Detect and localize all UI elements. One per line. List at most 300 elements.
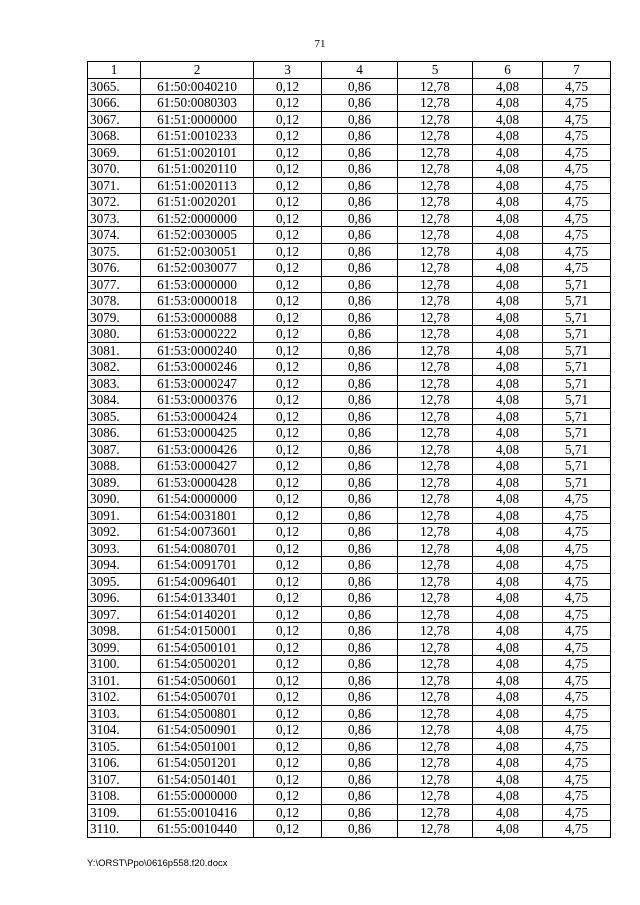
row-number-cell: 3065.	[88, 78, 141, 95]
value-cell: 0,86	[322, 309, 398, 326]
row-number-cell: 3107.	[88, 771, 141, 788]
row-number-cell: 3085.	[88, 408, 141, 425]
value-cell: 0,86	[322, 639, 398, 656]
table-row	[88, 161, 611, 178]
table-row	[88, 243, 611, 260]
value-cell: 12,78	[398, 474, 473, 491]
table-row	[88, 656, 611, 673]
value-cell: 4,75	[543, 128, 611, 145]
value-cell: 4,08	[473, 227, 543, 244]
table-row	[88, 689, 611, 706]
row-number-cell: 3092.	[88, 524, 141, 541]
value-cell: 12,78	[398, 227, 473, 244]
value-cell: 4,75	[543, 705, 611, 722]
row-number-cell: 3073.	[88, 210, 141, 227]
value-cell: 4,75	[543, 540, 611, 557]
value-cell: 4,08	[473, 722, 543, 739]
cadastral-number-cell: 61:54:0500901	[141, 722, 254, 739]
value-cell: 0,12	[254, 243, 322, 260]
cadastral-number-cell: 61:51:0020201	[141, 194, 254, 211]
value-cell: 0,86	[322, 689, 398, 706]
value-cell: 0,12	[254, 540, 322, 557]
table-row	[88, 78, 611, 95]
table-row	[88, 507, 611, 524]
row-number-cell: 3110.	[88, 821, 141, 838]
cadastral-number-cell: 61:54:0500701	[141, 689, 254, 706]
value-cell: 4,75	[543, 672, 611, 689]
value-cell: 0,12	[254, 590, 322, 607]
value-cell: 12,78	[398, 722, 473, 739]
value-cell: 0,86	[322, 755, 398, 772]
data-table	[87, 61, 611, 838]
cadastral-number-cell: 61:54:0500101	[141, 639, 254, 656]
cadastral-number-cell: 61:51:0020110	[141, 161, 254, 178]
value-cell: 0,86	[322, 458, 398, 475]
row-number-cell: 3067.	[88, 111, 141, 128]
value-cell: 0,12	[254, 128, 322, 145]
value-cell: 4,75	[543, 78, 611, 95]
table-row	[88, 227, 611, 244]
value-cell: 4,75	[543, 656, 611, 673]
value-cell: 5,71	[543, 293, 611, 310]
value-cell: 5,71	[543, 326, 611, 343]
row-number-cell: 3108.	[88, 788, 141, 805]
cadastral-number-cell: 61:55:0010440	[141, 821, 254, 838]
value-cell: 0,12	[254, 705, 322, 722]
value-cell: 4,75	[543, 821, 611, 838]
table-row	[88, 557, 611, 574]
value-cell: 0,86	[322, 359, 398, 376]
value-cell: 4,08	[473, 408, 543, 425]
value-cell: 4,08	[473, 392, 543, 409]
row-number-cell: 3078.	[88, 293, 141, 310]
value-cell: 4,75	[543, 194, 611, 211]
value-cell: 0,12	[254, 821, 322, 838]
row-number-cell: 3082.	[88, 359, 141, 376]
cadastral-number-cell: 61:51:0020113	[141, 177, 254, 194]
value-cell: 12,78	[398, 788, 473, 805]
value-cell: 0,86	[322, 144, 398, 161]
table-row	[88, 392, 611, 409]
value-cell: 0,12	[254, 639, 322, 656]
value-cell: 12,78	[398, 326, 473, 343]
value-cell: 0,12	[254, 672, 322, 689]
value-cell: 0,12	[254, 491, 322, 508]
value-cell: 4,75	[543, 573, 611, 590]
table-row	[88, 738, 611, 755]
value-cell: 0,86	[322, 194, 398, 211]
cadastral-number-cell: 61:54:0500601	[141, 672, 254, 689]
row-number-cell: 3100.	[88, 656, 141, 673]
value-cell: 0,12	[254, 606, 322, 623]
cadastral-number-cell: 61:54:0133401	[141, 590, 254, 607]
row-number-cell: 3105.	[88, 738, 141, 755]
value-cell: 12,78	[398, 342, 473, 359]
value-cell: 0,86	[322, 524, 398, 541]
value-cell: 12,78	[398, 557, 473, 574]
value-cell: 0,86	[322, 474, 398, 491]
value-cell: 5,71	[543, 408, 611, 425]
value-cell: 4,08	[473, 804, 543, 821]
value-cell: 0,12	[254, 293, 322, 310]
table-row	[88, 276, 611, 293]
value-cell: 0,12	[254, 95, 322, 112]
value-cell: 4,75	[543, 606, 611, 623]
table-row	[88, 788, 611, 805]
value-cell: 4,08	[473, 144, 543, 161]
row-number-cell: 3087.	[88, 441, 141, 458]
value-cell: 12,78	[398, 738, 473, 755]
table-row	[88, 474, 611, 491]
cadastral-number-cell: 61:54:0501201	[141, 755, 254, 772]
row-number-cell: 3096.	[88, 590, 141, 607]
value-cell: 0,12	[254, 177, 322, 194]
value-cell: 0,86	[322, 705, 398, 722]
table-row	[88, 722, 611, 739]
value-cell: 12,78	[398, 408, 473, 425]
value-cell: 0,86	[322, 623, 398, 640]
value-cell: 12,78	[398, 507, 473, 524]
row-number-cell: 3084.	[88, 392, 141, 409]
row-number-cell: 3070.	[88, 161, 141, 178]
value-cell: 4,08	[473, 689, 543, 706]
value-cell: 4,08	[473, 95, 543, 112]
column-header: 5	[398, 62, 473, 79]
cadastral-number-cell: 61:54:0500801	[141, 705, 254, 722]
column-header: 2	[141, 62, 254, 79]
table-row	[88, 111, 611, 128]
value-cell: 4,08	[473, 425, 543, 442]
value-cell: 4,08	[473, 788, 543, 805]
row-number-cell: 3093.	[88, 540, 141, 557]
table-row	[88, 755, 611, 772]
value-cell: 4,08	[473, 573, 543, 590]
cadastral-number-cell: 61:54:0091701	[141, 557, 254, 574]
row-number-cell: 3094.	[88, 557, 141, 574]
value-cell: 0,86	[322, 573, 398, 590]
value-cell: 0,12	[254, 326, 322, 343]
value-cell: 4,08	[473, 78, 543, 95]
table-header-row	[88, 62, 611, 79]
cadastral-number-cell: 61:54:0000000	[141, 491, 254, 508]
value-cell: 12,78	[398, 78, 473, 95]
value-cell: 0,86	[322, 161, 398, 178]
value-cell: 0,86	[322, 210, 398, 227]
table-row	[88, 524, 611, 541]
value-cell: 0,12	[254, 788, 322, 805]
table-row	[88, 309, 611, 326]
row-number-cell: 3081.	[88, 342, 141, 359]
value-cell: 12,78	[398, 705, 473, 722]
value-cell: 4,75	[543, 689, 611, 706]
value-cell: 4,75	[543, 557, 611, 574]
value-cell: 0,12	[254, 408, 322, 425]
value-cell: 4,08	[473, 243, 543, 260]
value-cell: 12,78	[398, 771, 473, 788]
value-cell: 0,86	[322, 804, 398, 821]
value-cell: 4,75	[543, 738, 611, 755]
table-row	[88, 260, 611, 277]
value-cell: 4,75	[543, 507, 611, 524]
value-cell: 0,12	[254, 573, 322, 590]
value-cell: 0,86	[322, 375, 398, 392]
table-row	[88, 491, 611, 508]
value-cell: 0,12	[254, 144, 322, 161]
value-cell: 0,12	[254, 458, 322, 475]
table-row	[88, 590, 611, 607]
table-row	[88, 210, 611, 227]
cadastral-number-cell: 61:54:0073601	[141, 524, 254, 541]
value-cell: 0,86	[322, 672, 398, 689]
value-cell: 12,78	[398, 821, 473, 838]
value-cell: 12,78	[398, 804, 473, 821]
value-cell: 12,78	[398, 260, 473, 277]
value-cell: 4,08	[473, 738, 543, 755]
row-number-cell: 3066.	[88, 95, 141, 112]
value-cell: 4,08	[473, 606, 543, 623]
table-row	[88, 95, 611, 112]
value-cell: 0,86	[322, 408, 398, 425]
row-number-cell: 3072.	[88, 194, 141, 211]
cadastral-number-cell: 61:51:0000000	[141, 111, 254, 128]
value-cell: 0,12	[254, 507, 322, 524]
value-cell: 0,86	[322, 260, 398, 277]
value-cell: 12,78	[398, 623, 473, 640]
value-cell: 12,78	[398, 210, 473, 227]
value-cell: 0,12	[254, 161, 322, 178]
cadastral-number-cell: 61:52:0030051	[141, 243, 254, 260]
value-cell: 4,08	[473, 309, 543, 326]
value-cell: 5,71	[543, 441, 611, 458]
value-cell: 0,86	[322, 425, 398, 442]
value-cell: 0,12	[254, 309, 322, 326]
value-cell: 5,71	[543, 276, 611, 293]
row-number-cell: 3102.	[88, 689, 141, 706]
value-cell: 0,12	[254, 392, 322, 409]
value-cell: 4,08	[473, 458, 543, 475]
value-cell: 12,78	[398, 639, 473, 656]
cadastral-number-cell: 61:52:0000000	[141, 210, 254, 227]
value-cell: 4,08	[473, 111, 543, 128]
value-cell: 0,86	[322, 326, 398, 343]
row-number-cell: 3088.	[88, 458, 141, 475]
value-cell: 4,75	[543, 590, 611, 607]
row-number-cell: 3099.	[88, 639, 141, 656]
value-cell: 12,78	[398, 656, 473, 673]
value-cell: 4,75	[543, 524, 611, 541]
cadastral-number-cell: 61:54:0140201	[141, 606, 254, 623]
cadastral-number-cell: 61:50:0040210	[141, 78, 254, 95]
value-cell: 0,12	[254, 524, 322, 541]
cadastral-number-cell: 61:53:0000247	[141, 375, 254, 392]
cadastral-number-cell: 61:53:0000427	[141, 458, 254, 475]
value-cell: 12,78	[398, 689, 473, 706]
value-cell: 4,08	[473, 507, 543, 524]
column-header: 4	[322, 62, 398, 79]
value-cell: 0,86	[322, 293, 398, 310]
row-number-cell: 3076.	[88, 260, 141, 277]
table-row	[88, 441, 611, 458]
row-number-cell: 3103.	[88, 705, 141, 722]
value-cell: 0,86	[322, 821, 398, 838]
value-cell: 0,12	[254, 441, 322, 458]
row-number-cell: 3068.	[88, 128, 141, 145]
cadastral-number-cell: 61:53:0000376	[141, 392, 254, 409]
cadastral-number-cell: 61:54:0501401	[141, 771, 254, 788]
value-cell: 4,08	[473, 326, 543, 343]
value-cell: 0,12	[254, 375, 322, 392]
cadastral-number-cell: 61:54:0096401	[141, 573, 254, 590]
value-cell: 4,08	[473, 821, 543, 838]
row-number-cell: 3098.	[88, 623, 141, 640]
value-cell: 0,86	[322, 243, 398, 260]
row-number-cell: 3090.	[88, 491, 141, 508]
table-row	[88, 623, 611, 640]
value-cell: 5,71	[543, 375, 611, 392]
table-row	[88, 804, 611, 821]
value-cell: 4,75	[543, 771, 611, 788]
value-cell: 0,86	[322, 788, 398, 805]
row-number-cell: 3104.	[88, 722, 141, 739]
value-cell: 4,75	[543, 227, 611, 244]
file-path-footer: Y:\ORST\Ppo\0616p558.f20.docx	[87, 858, 228, 869]
value-cell: 0,12	[254, 738, 322, 755]
value-cell: 4,08	[473, 260, 543, 277]
cadastral-number-cell: 61:53:0000240	[141, 342, 254, 359]
row-number-cell: 3106.	[88, 755, 141, 772]
value-cell: 4,08	[473, 161, 543, 178]
table-row	[88, 771, 611, 788]
value-cell: 12,78	[398, 95, 473, 112]
table-row	[88, 458, 611, 475]
cadastral-number-cell: 61:55:0000000	[141, 788, 254, 805]
value-cell: 0,12	[254, 210, 322, 227]
table-row	[88, 573, 611, 590]
value-cell: 0,86	[322, 771, 398, 788]
value-cell: 0,12	[254, 689, 322, 706]
row-number-cell: 3101.	[88, 672, 141, 689]
value-cell: 0,86	[322, 722, 398, 739]
value-cell: 4,08	[473, 194, 543, 211]
value-cell: 12,78	[398, 392, 473, 409]
table-row	[88, 359, 611, 376]
value-cell: 12,78	[398, 161, 473, 178]
row-number-cell: 3071.	[88, 177, 141, 194]
value-cell: 0,86	[322, 227, 398, 244]
value-cell: 4,08	[473, 375, 543, 392]
table-row	[88, 128, 611, 145]
value-cell: 4,08	[473, 705, 543, 722]
column-header: 7	[543, 62, 611, 79]
value-cell: 12,78	[398, 177, 473, 194]
cadastral-number-cell: 61:54:0150001	[141, 623, 254, 640]
table-body	[88, 78, 611, 837]
value-cell: 0,86	[322, 491, 398, 508]
table-row	[88, 342, 611, 359]
value-cell: 12,78	[398, 276, 473, 293]
value-cell: 12,78	[398, 111, 473, 128]
value-cell: 0,86	[322, 276, 398, 293]
value-cell: 0,86	[322, 441, 398, 458]
cadastral-number-cell: 61:52:0030005	[141, 227, 254, 244]
table-row	[88, 705, 611, 722]
value-cell: 0,86	[322, 507, 398, 524]
row-number-cell: 3086.	[88, 425, 141, 442]
row-number-cell: 3077.	[88, 276, 141, 293]
value-cell: 4,75	[543, 491, 611, 508]
value-cell: 4,75	[543, 144, 611, 161]
value-cell: 4,08	[473, 639, 543, 656]
cadastral-number-cell: 61:53:0000246	[141, 359, 254, 376]
value-cell: 0,12	[254, 722, 322, 739]
value-cell: 5,71	[543, 474, 611, 491]
cadastral-number-cell: 61:53:0000018	[141, 293, 254, 310]
value-cell: 4,08	[473, 771, 543, 788]
value-cell: 12,78	[398, 144, 473, 161]
value-cell: 4,08	[473, 557, 543, 574]
value-cell: 0,12	[254, 111, 322, 128]
value-cell: 4,08	[473, 672, 543, 689]
value-cell: 12,78	[398, 540, 473, 557]
value-cell: 12,78	[398, 441, 473, 458]
value-cell: 12,78	[398, 755, 473, 772]
value-cell: 0,12	[254, 359, 322, 376]
row-number-cell: 3074.	[88, 227, 141, 244]
value-cell: 0,12	[254, 656, 322, 673]
cadastral-number-cell: 61:51:0010233	[141, 128, 254, 145]
value-cell: 5,71	[543, 359, 611, 376]
column-header: 6	[473, 62, 543, 79]
value-cell: 0,12	[254, 194, 322, 211]
row-number-cell: 3097.	[88, 606, 141, 623]
value-cell: 0,86	[322, 540, 398, 557]
value-cell: 4,08	[473, 656, 543, 673]
value-cell: 12,78	[398, 194, 473, 211]
value-cell: 4,08	[473, 590, 543, 607]
value-cell: 4,08	[473, 623, 543, 640]
value-cell: 4,75	[543, 755, 611, 772]
table-row	[88, 326, 611, 343]
value-cell: 0,12	[254, 425, 322, 442]
cadastral-number-cell: 61:54:0031801	[141, 507, 254, 524]
value-cell: 4,75	[543, 639, 611, 656]
value-cell: 12,78	[398, 606, 473, 623]
value-cell: 0,86	[322, 78, 398, 95]
table-row	[88, 408, 611, 425]
value-cell: 4,75	[543, 788, 611, 805]
value-cell: 12,78	[398, 359, 473, 376]
cadastral-number-cell: 61:53:0000000	[141, 276, 254, 293]
value-cell: 4,75	[543, 161, 611, 178]
value-cell: 12,78	[398, 524, 473, 541]
value-cell: 0,12	[254, 623, 322, 640]
value-cell: 4,08	[473, 128, 543, 145]
value-cell: 0,86	[322, 590, 398, 607]
value-cell: 12,78	[398, 590, 473, 607]
value-cell: 0,12	[254, 227, 322, 244]
cadastral-number-cell: 61:53:0000428	[141, 474, 254, 491]
row-number-cell: 3091.	[88, 507, 141, 524]
value-cell: 12,78	[398, 573, 473, 590]
value-cell: 12,78	[398, 672, 473, 689]
table-row	[88, 293, 611, 310]
value-cell: 0,86	[322, 342, 398, 359]
value-cell: 4,08	[473, 540, 543, 557]
value-cell: 12,78	[398, 375, 473, 392]
row-number-cell: 3083.	[88, 375, 141, 392]
value-cell: 4,08	[473, 524, 543, 541]
value-cell: 4,75	[543, 177, 611, 194]
